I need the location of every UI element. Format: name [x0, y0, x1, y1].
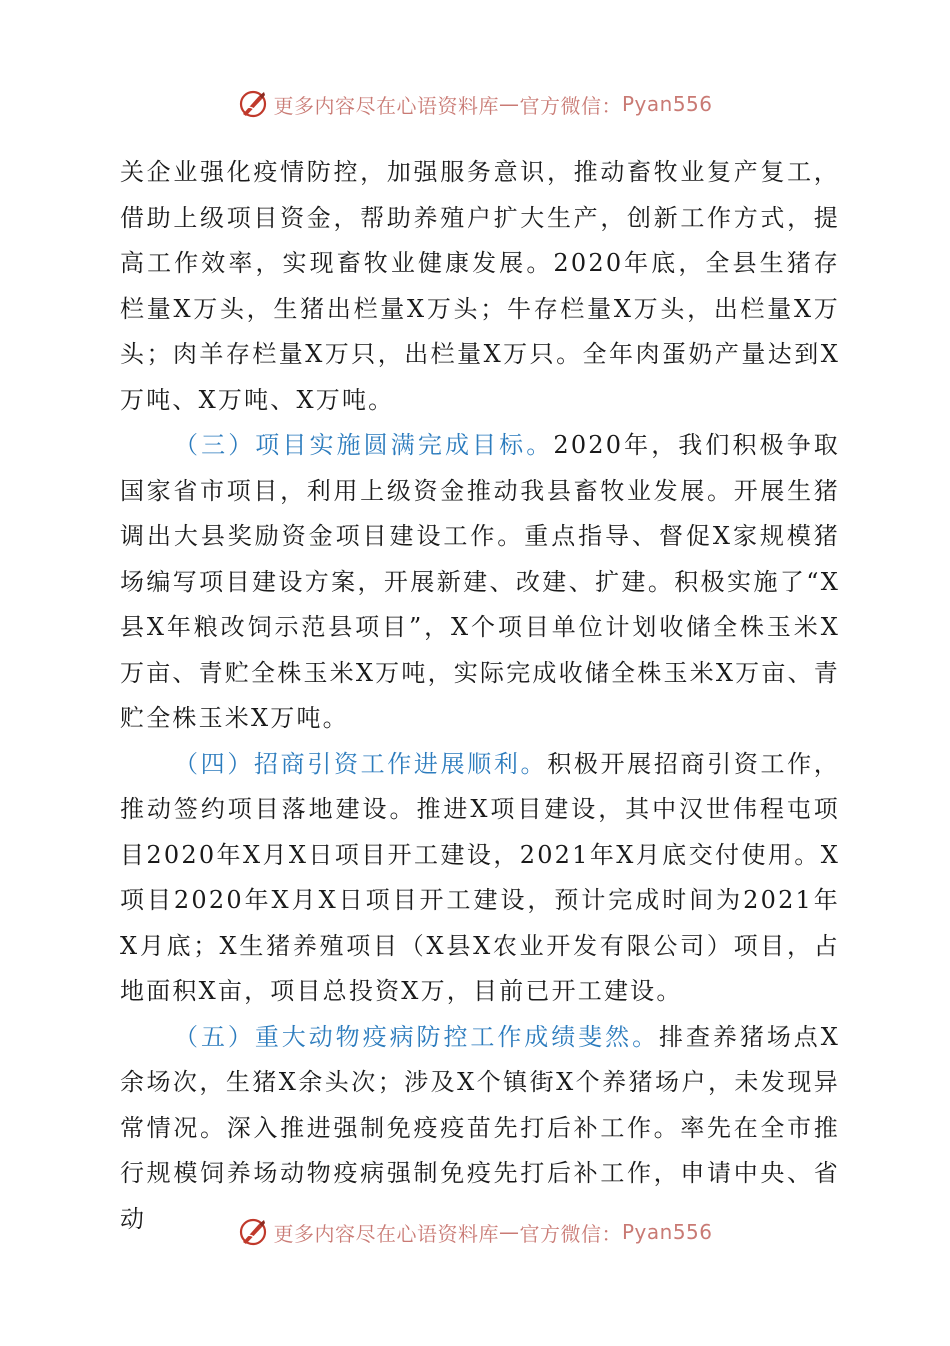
- watermark-brand: 更多内容尽在心语资料库: [273, 1221, 499, 1246]
- watermark-dash: —: [498, 92, 520, 116]
- watermark-header: [0, 84, 950, 124]
- paragraph-text: 排查养猪场点X余场次，生猪X余头次；涉及X个镇街X个养猪场户，未发现异常情况。深入推进强制免疫疫苗先打后补工作。率先在全市推行规模饲养场动物疫病强制免疫先打后补工作，申请中央、省动: [120, 1022, 840, 1233]
- watermark-dash: —: [498, 1220, 520, 1244]
- paragraph-section-4: [120, 742, 840, 1015]
- paragraph-section-3: [120, 423, 840, 742]
- pen-logo-icon: [237, 88, 269, 120]
- paragraph-text: 关企业强化疫情防控，加强服务意识，推动畜牧业复产复工，借助上级项目资金，帮助养殖户扩大生产，创新工作方式，提高工作效率，实现畜牧业健康发展。2020年底，全县生猪存栏量X万头，生猪出栏量X万头；牛存栏量X万头，出栏量X万头；肉羊存栏量X万只，出栏量X万只。全年肉蛋奶产量达到X万吨、X万吨、X万吨。: [120, 158, 840, 414]
- watermark-id: Pyan556: [621, 92, 713, 116]
- paragraph-section-5: [120, 1015, 840, 1243]
- watermark-footer: [0, 1212, 950, 1252]
- paragraph-heading: （五）重大动物疫病防控工作成绩斐然。: [174, 1022, 660, 1051]
- paragraph-heading: （三）项目实施圆满完成目标。: [174, 431, 554, 459]
- paragraph-text: 积极开展招商引资工作，推动签约项目落地建设。推进X项目建设，其中汉世伟程屯项目2020年X月X日项目开工建设，2021年X月底交付使用。X项目2020年X月X日项目开工建设，预计完成时间为2021年X月底；X生猪养殖项目（X县X农业开发有限公司）项目，占地面积X亩，项目总投资X万，目前已开工建设。: [120, 749, 840, 1005]
- pen-logo-icon: [237, 1216, 269, 1248]
- watermark-brand: 更多内容尽在心语资料库: [273, 93, 499, 118]
- watermark-label: 官方微信：: [519, 93, 622, 118]
- paragraph-continued: [120, 150, 840, 423]
- paragraph-heading: （四）招商引资工作进展顺利。: [174, 749, 548, 778]
- paragraph-text: 2020年，我们积极争取国家省市项目，利用上级资金推动我县畜牧业发展。开展生猪调出大县奖励资金项目建设工作。重点指导、督促X家规模猪场编写项目建设方案，开展新建、改建、扩建。积极实施了“X县X年粮改饲示范县项目”，X个项目单位计划收储全株玉米X万亩、青贮全株玉米X万吨，实际完成收储全株玉米X万亩、青贮全株玉米X万吨。: [120, 431, 840, 732]
- watermark-label: 官方微信：: [519, 1221, 622, 1246]
- document-body: [120, 150, 840, 1242]
- watermark-id: Pyan556: [621, 1220, 713, 1244]
